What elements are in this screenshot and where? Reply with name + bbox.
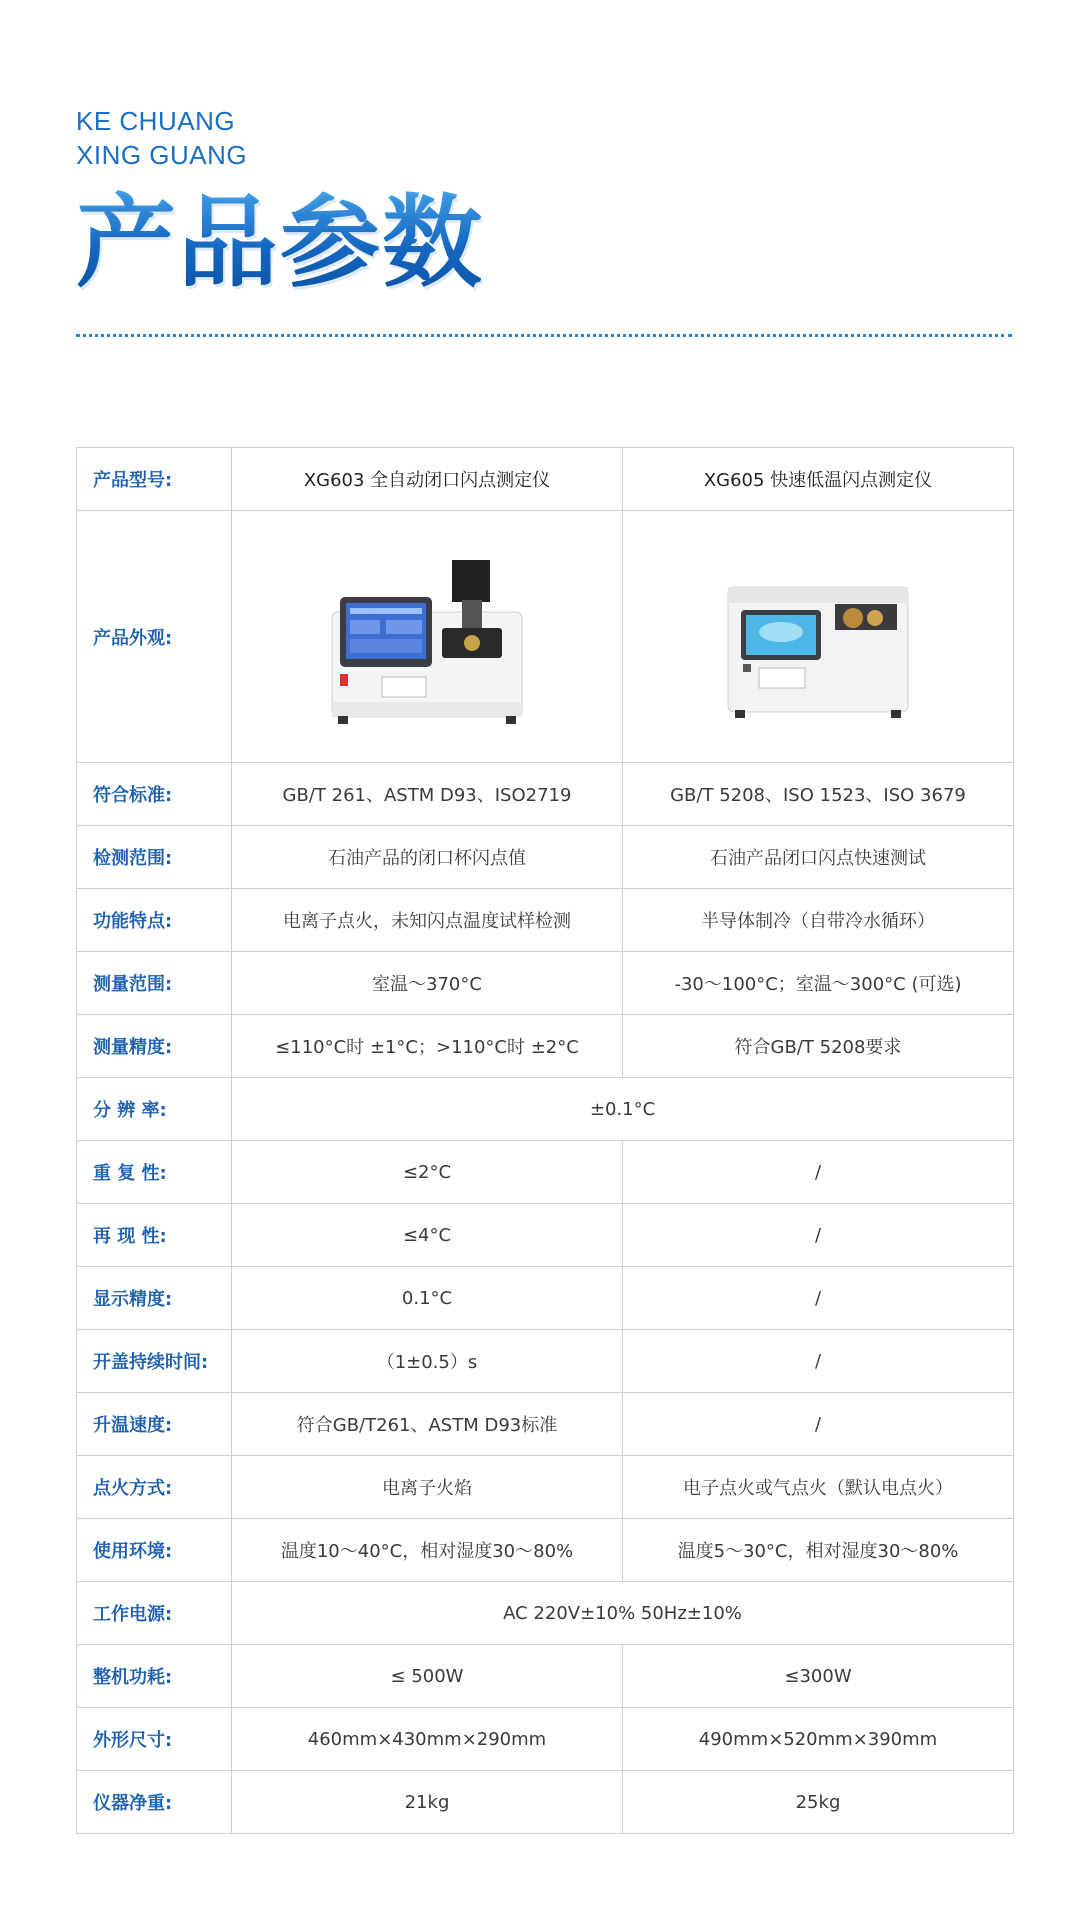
row-value-xg605: / xyxy=(623,1141,1014,1204)
row-value-merged: ±0.1°C xyxy=(232,1078,1014,1141)
table-row xyxy=(77,826,1014,889)
row-value-xg603: 电离子点火，未知闪点温度试样检测 xyxy=(232,889,623,952)
table-row xyxy=(77,1141,1014,1204)
table-row xyxy=(77,1393,1014,1456)
row-value-xg605: 半导体制冷（自带冷水循环） xyxy=(623,889,1014,952)
row-value-xg603: 符合GB/T261、ASTM D93标准 xyxy=(232,1393,623,1456)
row-value-xg605: / xyxy=(623,1393,1014,1456)
row-value-xg605: 电子点火或气点火（默认电点火） xyxy=(623,1456,1014,1519)
row-label: 点火方式: xyxy=(77,1456,232,1519)
flash-point-tester-xg603-image xyxy=(322,542,532,732)
page-title: 产品参数 xyxy=(76,183,484,301)
spec-table xyxy=(76,447,1014,1834)
row-value-xg605: 符合GB/T 5208要求 xyxy=(623,1015,1014,1078)
row-label: 外形尺寸: xyxy=(77,1708,232,1771)
row-label: 功能特点: xyxy=(77,889,232,952)
row-value-xg605: 490mm×520mm×390mm xyxy=(623,1708,1014,1771)
table-row xyxy=(77,1771,1014,1834)
row-value-xg605: ≤300W xyxy=(623,1645,1014,1708)
row-value-xg603: ≤110°C时 ±1°C；>110°C时 ±2°C xyxy=(232,1015,623,1078)
table-row xyxy=(77,1267,1014,1330)
table-row xyxy=(77,1204,1014,1267)
row-value-xg605: 25kg xyxy=(623,1771,1014,1834)
row-value-xg603: ≤ 500W xyxy=(232,1645,623,1708)
row-label: 工作电源: xyxy=(77,1582,232,1645)
row-label: 产品外观: xyxy=(77,511,232,763)
row-label: 显示精度: xyxy=(77,1267,232,1330)
row-label: 分 辨 率: xyxy=(77,1078,232,1141)
row-label: 开盖持续时间: xyxy=(77,1330,232,1393)
row-value-xg603: 21kg xyxy=(232,1771,623,1834)
flash-point-tester-xg605-image xyxy=(713,542,923,732)
row-label: 重 复 性: xyxy=(77,1141,232,1204)
row-label: 符合标准: xyxy=(77,763,232,826)
row-value-xg605: GB/T 5208、ISO 1523、ISO 3679 xyxy=(623,763,1014,826)
product-image-xg605 xyxy=(623,511,1014,763)
row-value-xg603: （1±0.5）s xyxy=(232,1330,623,1393)
row-value-xg605: 温度5～30°C，相对湿度30～80% xyxy=(623,1519,1014,1582)
table-row xyxy=(77,1519,1014,1582)
row-label: 仪器净重: xyxy=(77,1771,232,1834)
brand-block xyxy=(76,104,247,172)
row-label: 升温速度: xyxy=(77,1393,232,1456)
table-row xyxy=(77,952,1014,1015)
table-row xyxy=(77,1456,1014,1519)
row-value-xg605: / xyxy=(623,1267,1014,1330)
model-xg603: XG603 全自动闭口闪点测定仪 xyxy=(232,448,623,511)
table-row xyxy=(77,1330,1014,1393)
row-label: 检测范围: xyxy=(77,826,232,889)
row-label: 测量精度: xyxy=(77,1015,232,1078)
row-value-xg603: 石油产品的闭口杯闪点值 xyxy=(232,826,623,889)
table-row xyxy=(77,1078,1014,1141)
model-xg605: XG605 快速低温闪点测定仪 xyxy=(623,448,1014,511)
table-row xyxy=(77,1582,1014,1645)
table-row xyxy=(77,763,1014,826)
row-label: 再 现 性: xyxy=(77,1204,232,1267)
row-value-xg603: 460mm×430mm×290mm xyxy=(232,1708,623,1771)
row-label: 测量范围: xyxy=(77,952,232,1015)
row-label: 使用环境: xyxy=(77,1519,232,1582)
table-row-appearance xyxy=(77,511,1014,763)
row-label: 产品型号: xyxy=(77,448,232,511)
row-value-xg603: 电离子火焰 xyxy=(232,1456,623,1519)
product-image-xg603 xyxy=(232,511,623,763)
row-value-xg603: ≤2°C xyxy=(232,1141,623,1204)
row-value-xg605: / xyxy=(623,1204,1014,1267)
row-value-xg603: 室温～370°C xyxy=(232,952,623,1015)
table-row-header xyxy=(77,448,1014,511)
row-value-xg603: 0.1°C xyxy=(232,1267,623,1330)
row-value-xg603: GB/T 261、ASTM D93、ISO2719 xyxy=(232,763,623,826)
table-row xyxy=(77,1645,1014,1708)
row-value-merged: AC 220V±10% 50Hz±10% xyxy=(232,1582,1014,1645)
row-label: 整机功耗: xyxy=(77,1645,232,1708)
dotted-divider xyxy=(76,334,1012,337)
row-value-xg605: -30～100°C；室温～300°C (可选) xyxy=(623,952,1014,1015)
brand-line-2: XING GUANG xyxy=(76,140,248,170)
row-value-xg605: 石油产品闭口闪点快速测试 xyxy=(623,826,1014,889)
brand-line-1: KE CHUANG xyxy=(76,106,236,136)
row-value-xg603: 温度10～40°C，相对湿度30～80% xyxy=(232,1519,623,1582)
table-row xyxy=(77,1015,1014,1078)
row-value-xg605: / xyxy=(623,1330,1014,1393)
table-row xyxy=(77,1708,1014,1771)
table-row xyxy=(77,889,1014,952)
row-value-xg603: ≤4°C xyxy=(232,1204,623,1267)
